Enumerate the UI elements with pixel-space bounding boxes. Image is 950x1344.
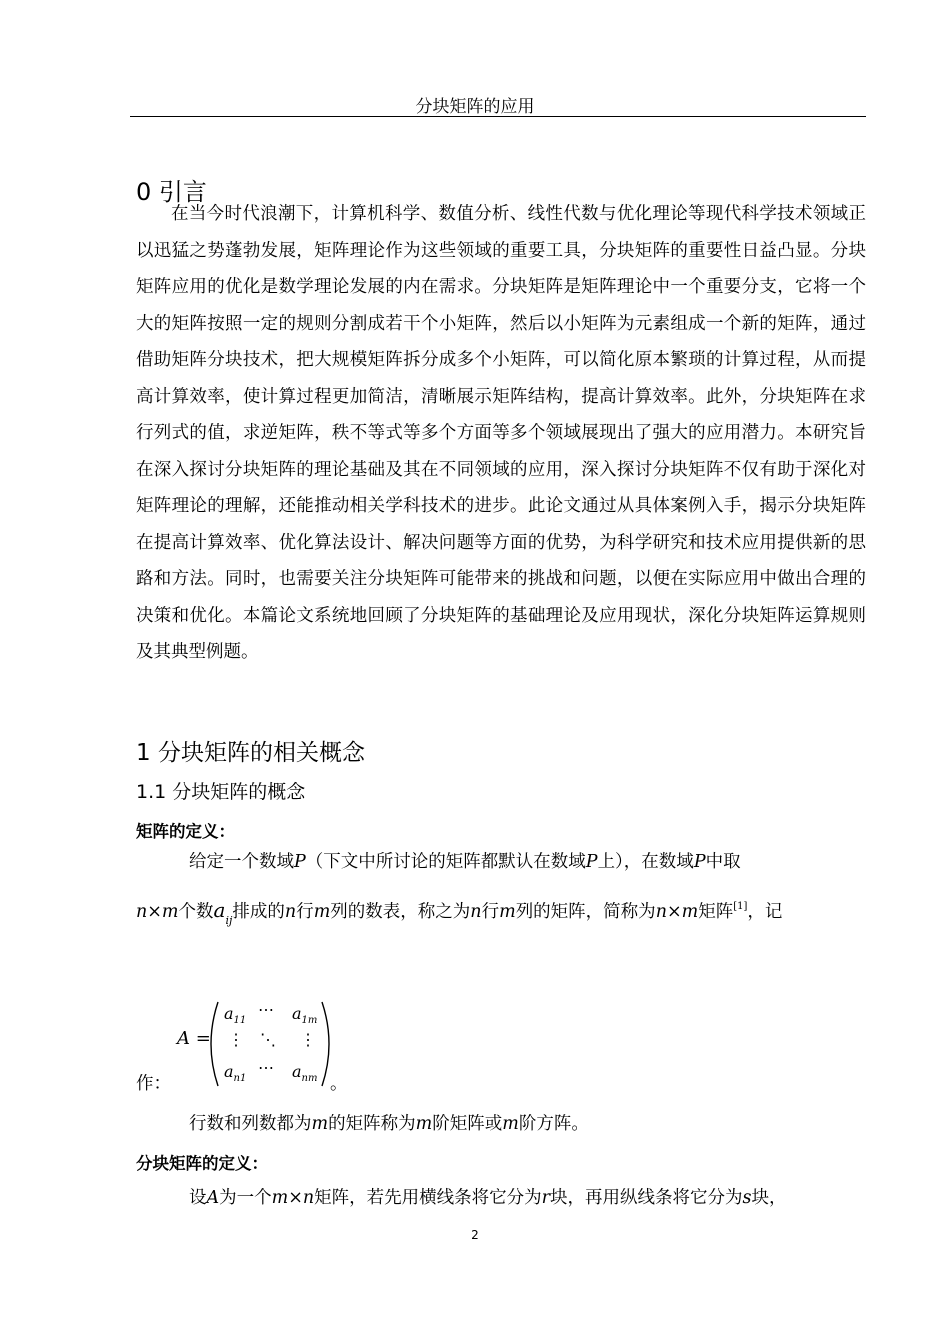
text: ，记 [747, 902, 783, 922]
text: 阶矩阵或 [432, 1114, 503, 1134]
header-rule [130, 116, 866, 117]
matrix-cell-a1m: $a_{1m}$ [292, 1004, 318, 1026]
text: 行 [481, 902, 500, 922]
matrix-cell-ddots: ⋱ [260, 1030, 276, 1049]
var-m: m [415, 1114, 433, 1134]
var-p: P [585, 852, 598, 872]
matrix-def-line-1 [189, 848, 741, 873]
text: 块， [751, 1188, 787, 1208]
text: 列的数表，称之为 [330, 902, 471, 922]
var-n: n [284, 902, 297, 922]
text: 阶方阵。 [518, 1114, 589, 1134]
block-matrix-definition-heading: 分块矩阵的定义： [136, 1154, 268, 1173]
var-m-times-n: m×n [271, 1188, 315, 1208]
text: 块，再用纵线条将它分为 [550, 1188, 743, 1208]
var-m: m [499, 902, 516, 922]
var-a: a [213, 898, 226, 922]
matrix-def-line-2 [136, 898, 782, 927]
var-n-times-m: n×m [655, 902, 699, 922]
text: 排成的 [232, 902, 285, 922]
text: 设 [189, 1188, 207, 1208]
text: 中取 [705, 852, 741, 872]
running-header: 分块矩阵的应用 [415, 97, 535, 117]
matrix-cell-vdots: ⋮ [300, 1030, 316, 1049]
var-m: m [502, 1114, 519, 1134]
text: 列的矩阵，简称为 [515, 902, 656, 922]
intro-heading: 0 引言 [136, 178, 207, 206]
var-p: P [693, 852, 706, 872]
var-s: s [742, 1188, 752, 1208]
text: 行数和列数都为 [189, 1114, 312, 1134]
matrix-definition-heading: 矩阵的定义： [136, 822, 235, 841]
var-p: P [294, 852, 306, 872]
section-1-heading: 1 分块矩阵的相关概念 [136, 740, 365, 766]
var-n-times-m: n×m [136, 902, 179, 922]
section-1-1-heading: 1.1 分块矩阵的概念 [136, 781, 306, 803]
matrix-label: A = [177, 1028, 211, 1049]
text: 上），在数域 [597, 852, 694, 872]
text: 的矩阵称为 [328, 1114, 416, 1134]
text: 矩阵，若先用横线条将它分为 [314, 1188, 542, 1208]
var-m: m [311, 1114, 329, 1134]
text: 为一个 [219, 1188, 272, 1208]
page-number: 2 [471, 1228, 479, 1242]
matrix-cell-an1: $a_{n1}$ [224, 1062, 247, 1084]
text: 行 [296, 902, 314, 922]
matrix-def-line-3 [189, 1110, 589, 1135]
matrix-cell-hdots: ⋯ [258, 1058, 274, 1077]
matrix-cell-vdots: ⋮ [228, 1030, 244, 1049]
citation-ref[interactable]: [1] [733, 901, 748, 912]
matrix-end-punct: 。 [330, 1074, 348, 1094]
matrix-a-display [174, 998, 344, 1090]
matrix-lead-text: 作： [136, 1074, 171, 1094]
text: 给定一个数域 [189, 852, 294, 872]
matrix-cell-anm: $a_{nm}$ [292, 1062, 318, 1084]
var-m: m [313, 902, 331, 922]
text: （下文中所讨论的矩阵都默认在数域 [305, 852, 586, 872]
intro-paragraph: 在当今时代浪潮下，计算机科学、数值分析、线性代数与优化理论等现代科学技术领域正以迅猛之势蓬勃发展，矩阵理论作为这些领域的重要工具，分块矩阵的重要性日益凸显。分块矩阵应用的优化是数学理论发展的内在需求。分块矩阵是矩阵理论中一个重要分支，它将一个大的矩阵按照一定的规则分割成若干个小矩阵，然后以小矩阵为元素组成一个新的矩阵，通过借助矩阵分块技术，把大规模矩阵拆分成多个小矩阵，可以简化原本繁琐的计算过程，从而提高计算效率，使计算过程更加简洁，清晰展示矩阵结构，提高计算效率。此外，分块矩阵在求行列式的值，求逆矩阵，秩不等式等多个方面等多个领域展现出了强大的应用潜力。本研究旨在深入探讨分块矩阵的理论基础及其在不同领域的应用，深入探讨分块矩阵不仅有助于深化对矩阵理论的理解，还能推动相关学科技术的进步。此论文通过从具体案例入手，揭示分块矩阵在提高计算效率、优化算法设计、解决问题等方面的优势，为科学研究和技术应用提供新的思路和方法。同时，也需要关注分块矩阵可能带来的挑战和问题，以便在实际应用中做出合理的决策和优化。本篇论文系统地回顾了分块矩阵的基础理论及应用现状，深化分块矩阵运算规则及其典型例题。 [136, 204, 866, 662]
subscript-ij: ij [225, 914, 233, 927]
block-def-line-1 [189, 1184, 787, 1209]
matrix-cell-a11: $a_{11}$ [224, 1004, 247, 1026]
text: 矩阵 [698, 902, 734, 922]
var-n: n [470, 902, 482, 922]
text: 个数 [178, 902, 214, 922]
matrix-cell-hdots: ⋯ [258, 1000, 274, 1019]
var-r: r [541, 1188, 551, 1208]
var-a: A [206, 1188, 220, 1208]
